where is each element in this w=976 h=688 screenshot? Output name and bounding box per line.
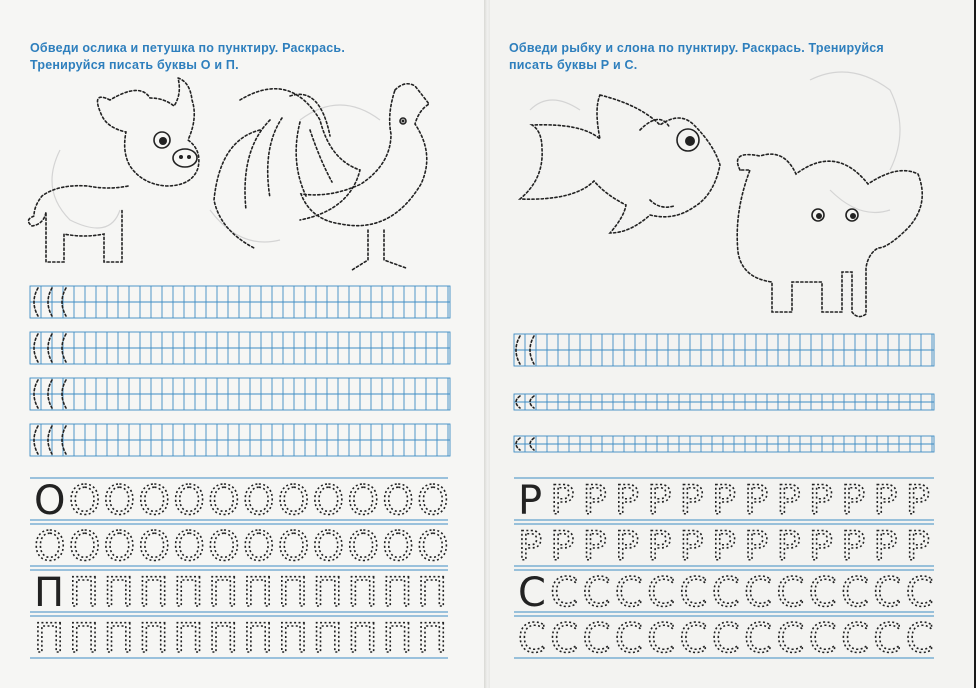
tracing-letter[interactable]: О xyxy=(417,524,449,570)
tracing-letter[interactable]: С xyxy=(679,570,708,616)
tracing-letter[interactable]: О xyxy=(173,524,205,570)
right-grid-strips xyxy=(490,0,974,688)
tracing-letter[interactable]: П xyxy=(243,570,274,616)
tracing-letter[interactable]: О xyxy=(277,524,310,570)
tracing-letter[interactable]: Р xyxy=(711,524,736,570)
tracing-letter[interactable]: П xyxy=(138,616,169,662)
tracing-letter[interactable]: О xyxy=(312,478,345,524)
tracing-letter[interactable]: Р xyxy=(679,524,704,570)
tracing-letter[interactable]: О xyxy=(382,524,414,570)
tracing-letter[interactable]: С xyxy=(808,616,837,662)
tracing-letter[interactable]: Р xyxy=(808,478,833,524)
tracing-letter[interactable]: О xyxy=(208,478,240,524)
tracing-letter[interactable]: Р xyxy=(905,478,930,524)
tracing-letter[interactable]: П xyxy=(68,570,99,616)
tracing-letter[interactable]: Р xyxy=(679,478,704,524)
tracing-letter[interactable]: Р xyxy=(873,524,898,570)
tracing-letter[interactable]: О xyxy=(34,524,66,570)
tracing-letter[interactable]: Р xyxy=(711,478,736,524)
tracing-letter[interactable]: Р xyxy=(647,478,672,524)
tracing-letter[interactable]: С xyxy=(582,570,611,616)
right-instruction-line-2: писать буквы Р и С. xyxy=(509,58,638,72)
tracing-letter[interactable]: С xyxy=(550,616,579,662)
left-instruction-line-2: Тренируйся писать буквы О и П. xyxy=(30,58,239,72)
tracing-letter[interactable]: О xyxy=(417,478,449,524)
tracing-letter[interactable]: С xyxy=(905,616,934,662)
tracing-letter[interactable]: Р xyxy=(582,524,607,570)
left-grid-strip[interactable] xyxy=(30,424,450,456)
tracing-letter[interactable]: П xyxy=(173,616,204,662)
tracing-letter[interactable]: П xyxy=(138,570,169,616)
tracing-letter[interactable]: С xyxy=(582,616,611,662)
left-grid-strip[interactable] xyxy=(30,286,450,318)
tracing-letter[interactable]: Р xyxy=(518,524,543,570)
tracing-letter[interactable]: О xyxy=(173,478,205,524)
tracing-letter[interactable]: Р xyxy=(776,478,801,524)
tracing-letter[interactable]: С xyxy=(744,570,773,616)
tracing-letter[interactable]: П xyxy=(417,616,448,662)
right-grid-strip[interactable] xyxy=(514,436,934,452)
tracing-letter[interactable]: О xyxy=(312,524,345,570)
tracing-letter[interactable]: П xyxy=(173,570,204,616)
tracing-letter[interactable]: С xyxy=(518,616,546,662)
tracing-letter[interactable]: О xyxy=(138,524,170,570)
tracing-letter[interactable]: Р xyxy=(905,524,930,570)
tracing-letter[interactable]: П xyxy=(243,616,274,662)
sample-letter[interactable]: Р xyxy=(518,478,543,524)
tracing-letter[interactable]: П xyxy=(382,570,413,616)
tracing-letter[interactable]: С xyxy=(744,616,773,662)
sample-letter[interactable]: О xyxy=(34,478,66,524)
tracing-letter[interactable]: П xyxy=(347,616,378,662)
tracing-letter[interactable]: С xyxy=(614,616,643,662)
tracing-letter[interactable]: Р xyxy=(614,524,640,570)
tracing-letter[interactable]: П xyxy=(277,616,308,662)
tracing-letter[interactable]: О xyxy=(68,524,101,570)
left-instruction-line-1: Обведи ослика и петушка по пунктиру. Раскрась. xyxy=(30,41,345,55)
tracing-letter[interactable]: Р xyxy=(582,478,607,524)
tracing-letter[interactable]: П xyxy=(312,616,343,662)
tracing-letter[interactable]: С xyxy=(614,570,643,616)
tracing-letter[interactable]: О xyxy=(347,524,379,570)
left-grid-strips xyxy=(0,0,486,688)
tracing-letter[interactable]: Р xyxy=(744,478,769,524)
tracing-letter[interactable]: Р xyxy=(808,524,833,570)
tracing-letter[interactable]: Р xyxy=(841,524,866,570)
tracing-letter[interactable]: Р xyxy=(647,524,672,570)
tracing-letter[interactable]: П xyxy=(103,570,134,616)
tracing-letter[interactable]: П xyxy=(277,570,308,616)
tracing-letter[interactable]: С xyxy=(905,570,934,616)
right-grid-strip[interactable] xyxy=(514,394,934,410)
sample-letter[interactable]: С xyxy=(518,570,546,616)
tracing-letter[interactable]: О xyxy=(277,478,310,524)
tracing-letter[interactable]: П xyxy=(312,570,343,616)
tracing-letter[interactable]: П xyxy=(382,616,413,662)
left-page xyxy=(0,0,486,688)
tracing-letter[interactable]: П xyxy=(208,570,239,616)
tracing-letter[interactable]: О xyxy=(103,478,136,524)
tracing-letter[interactable]: С xyxy=(550,570,579,616)
tracing-letter[interactable]: О xyxy=(103,524,136,570)
tracing-letter[interactable]: П xyxy=(68,616,99,662)
right-instruction-line-1: Обведи рыбку и слона по пунктиру. Раскрась. Тренируйся xyxy=(509,41,884,55)
tracing-letter[interactable]: С xyxy=(679,616,708,662)
tracing-letter[interactable]: Р xyxy=(744,524,769,570)
tracing-letter[interactable]: П xyxy=(417,570,448,616)
tracing-letter[interactable]: С xyxy=(647,570,676,616)
tracing-letter[interactable]: С xyxy=(841,616,870,662)
tracing-letter[interactable]: Р xyxy=(550,478,575,524)
tracing-letter[interactable]: П xyxy=(347,570,378,616)
tracing-letter[interactable]: Р xyxy=(550,524,575,570)
tracing-letter[interactable]: С xyxy=(808,570,837,616)
tracing-letter[interactable]: С xyxy=(776,570,805,616)
tracing-letter[interactable]: О xyxy=(382,478,414,524)
tracing-letter[interactable]: Р xyxy=(614,478,640,524)
tracing-letter[interactable]: С xyxy=(873,570,902,616)
left-grid-strip[interactable] xyxy=(30,332,450,364)
tracing-letter[interactable]: С xyxy=(711,570,740,616)
tracing-letter[interactable]: П xyxy=(103,616,134,662)
tracing-letter[interactable]: О xyxy=(138,478,170,524)
tracing-letter[interactable]: Р xyxy=(841,478,866,524)
tracing-letter[interactable]: П xyxy=(34,616,65,662)
tracing-letter[interactable]: П xyxy=(208,616,239,662)
right-page xyxy=(490,0,974,688)
tracing-letter[interactable]: О xyxy=(347,478,379,524)
tracing-letter[interactable]: Р xyxy=(873,478,898,524)
tracing-letter[interactable]: О xyxy=(68,478,101,524)
tracing-letter[interactable]: С xyxy=(711,616,740,662)
tracing-letter[interactable]: С xyxy=(841,570,870,616)
tracing-letter[interactable]: Р xyxy=(776,524,801,570)
tracing-letter[interactable]: О xyxy=(208,524,240,570)
tracing-letter[interactable]: С xyxy=(873,616,902,662)
tracing-letter[interactable]: О xyxy=(243,524,275,570)
right-grid-strip[interactable] xyxy=(514,334,934,366)
tracing-letter[interactable]: О xyxy=(243,478,275,524)
tracing-letter[interactable]: С xyxy=(647,616,676,662)
left-grid-strip[interactable] xyxy=(30,378,450,410)
sample-letter[interactable]: П xyxy=(34,570,65,616)
tracing-letter[interactable]: С xyxy=(776,616,805,662)
